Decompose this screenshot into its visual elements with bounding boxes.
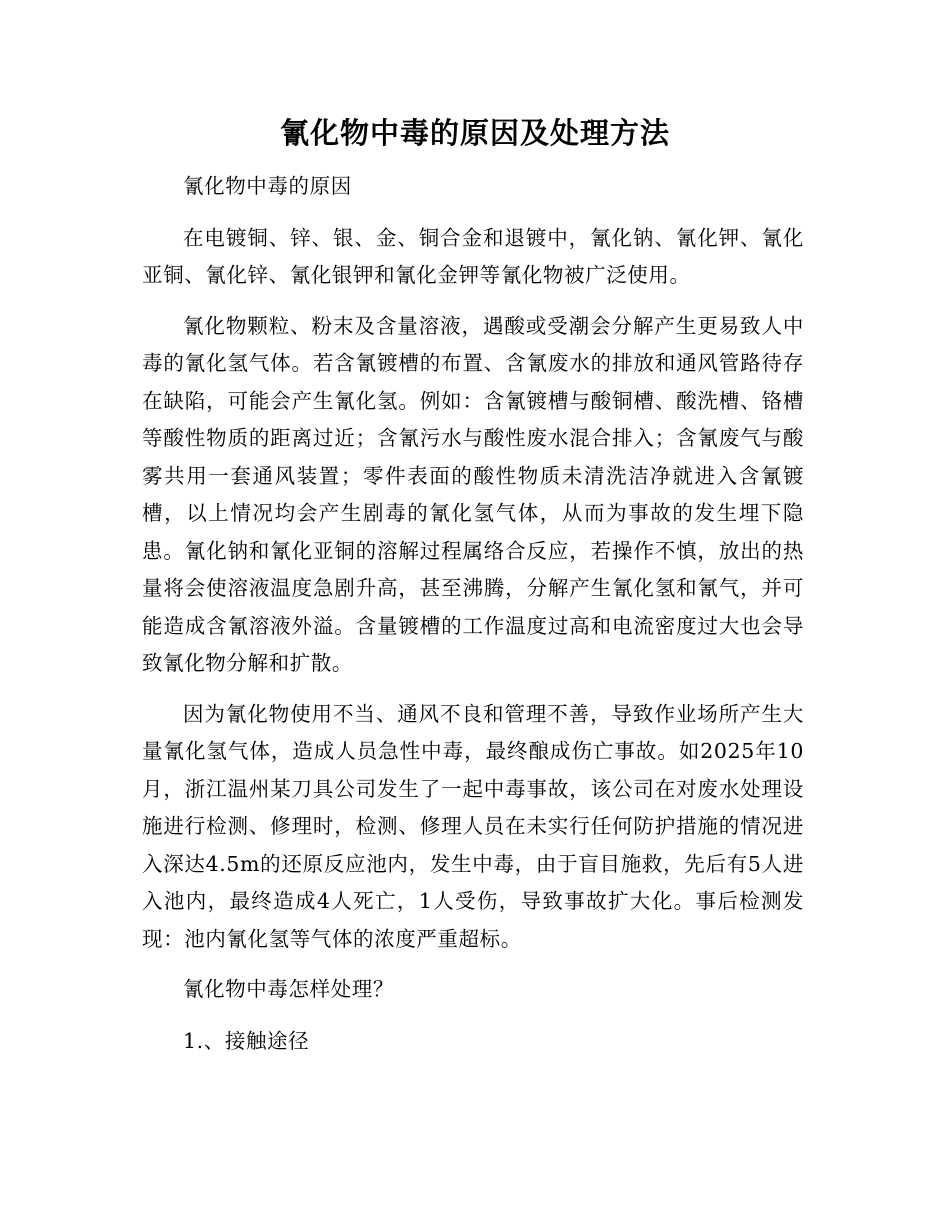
paragraph-cyanide-usage: 在电镀铜、锌、银、金、铜合金和退镀中，氰化钠、氰化钾、氰化亚铜、氰化锌、氰化银钾和氰化金钾等氰化物被广泛使用。 xyxy=(142,225,804,287)
document-title: 氰化物中毒的原因及处理方法 xyxy=(279,116,670,150)
document-body xyxy=(142,168,804,1073)
paragraph-accident-case: 因为氰化物使用不当、通风不良和管理不善，导致作业场所产生大量氰化氢气体，造成人员急性中毒，最终酿成伤亡事故。如2025年10月，浙江温州某刀具公司发生了一起中毒事故，该公司在对废水处理设施进行检测、修理时，检测、修理人员在未实行任何防护措施的情况进入深达4.5m的还原反应池内，发生中毒，由于盲目施救，先后有5人进入池内，最终造成4人死亡，1人受伤，导致事故扩大化。事后检测发现：池内氰化氢等气体的浓度严重超标。 xyxy=(142,701,804,951)
section-heading-treatment: 氰化物中毒怎样处理？ xyxy=(183,977,394,1001)
section-heading-causes: 氰化物中毒的原因 xyxy=(183,174,352,198)
list-item-exposure-route: 1.、接触途径 xyxy=(183,1028,310,1053)
paragraph-hcn-generation: 氰化物颗粒、粉末及含量溶液，遇酸或受潮会分解产生更易致人中毒的氰化氢气体。若含氰镀槽的布置、含氰废水的排放和通风管路待存在缺陷，可能会产生氰化氢。例如：含氰镀槽与酸铜槽、酸洗槽、铬槽等酸性物质的距离过近；含氰污水与酸性废水混合排入；含氰废气与酸雾共用一套通风装置；零件表面的酸性物质未清洗洁净就进入含氰镀槽，以上情况均会产生剧毒的氰化氢气体，从而为事故的发生埋下隐患。氰化钠和氰化亚铜的溶解过程属络合反应，若操作不慎，放出的热量将会使溶液温度急剧升高，甚至沸腾，分解产生氰化氢和氰气，并可能造成含氰溶液外溢。含量镀槽的工作温度过高和电流密度过大也会导致氰化物分解和扩散。 xyxy=(142,313,804,675)
